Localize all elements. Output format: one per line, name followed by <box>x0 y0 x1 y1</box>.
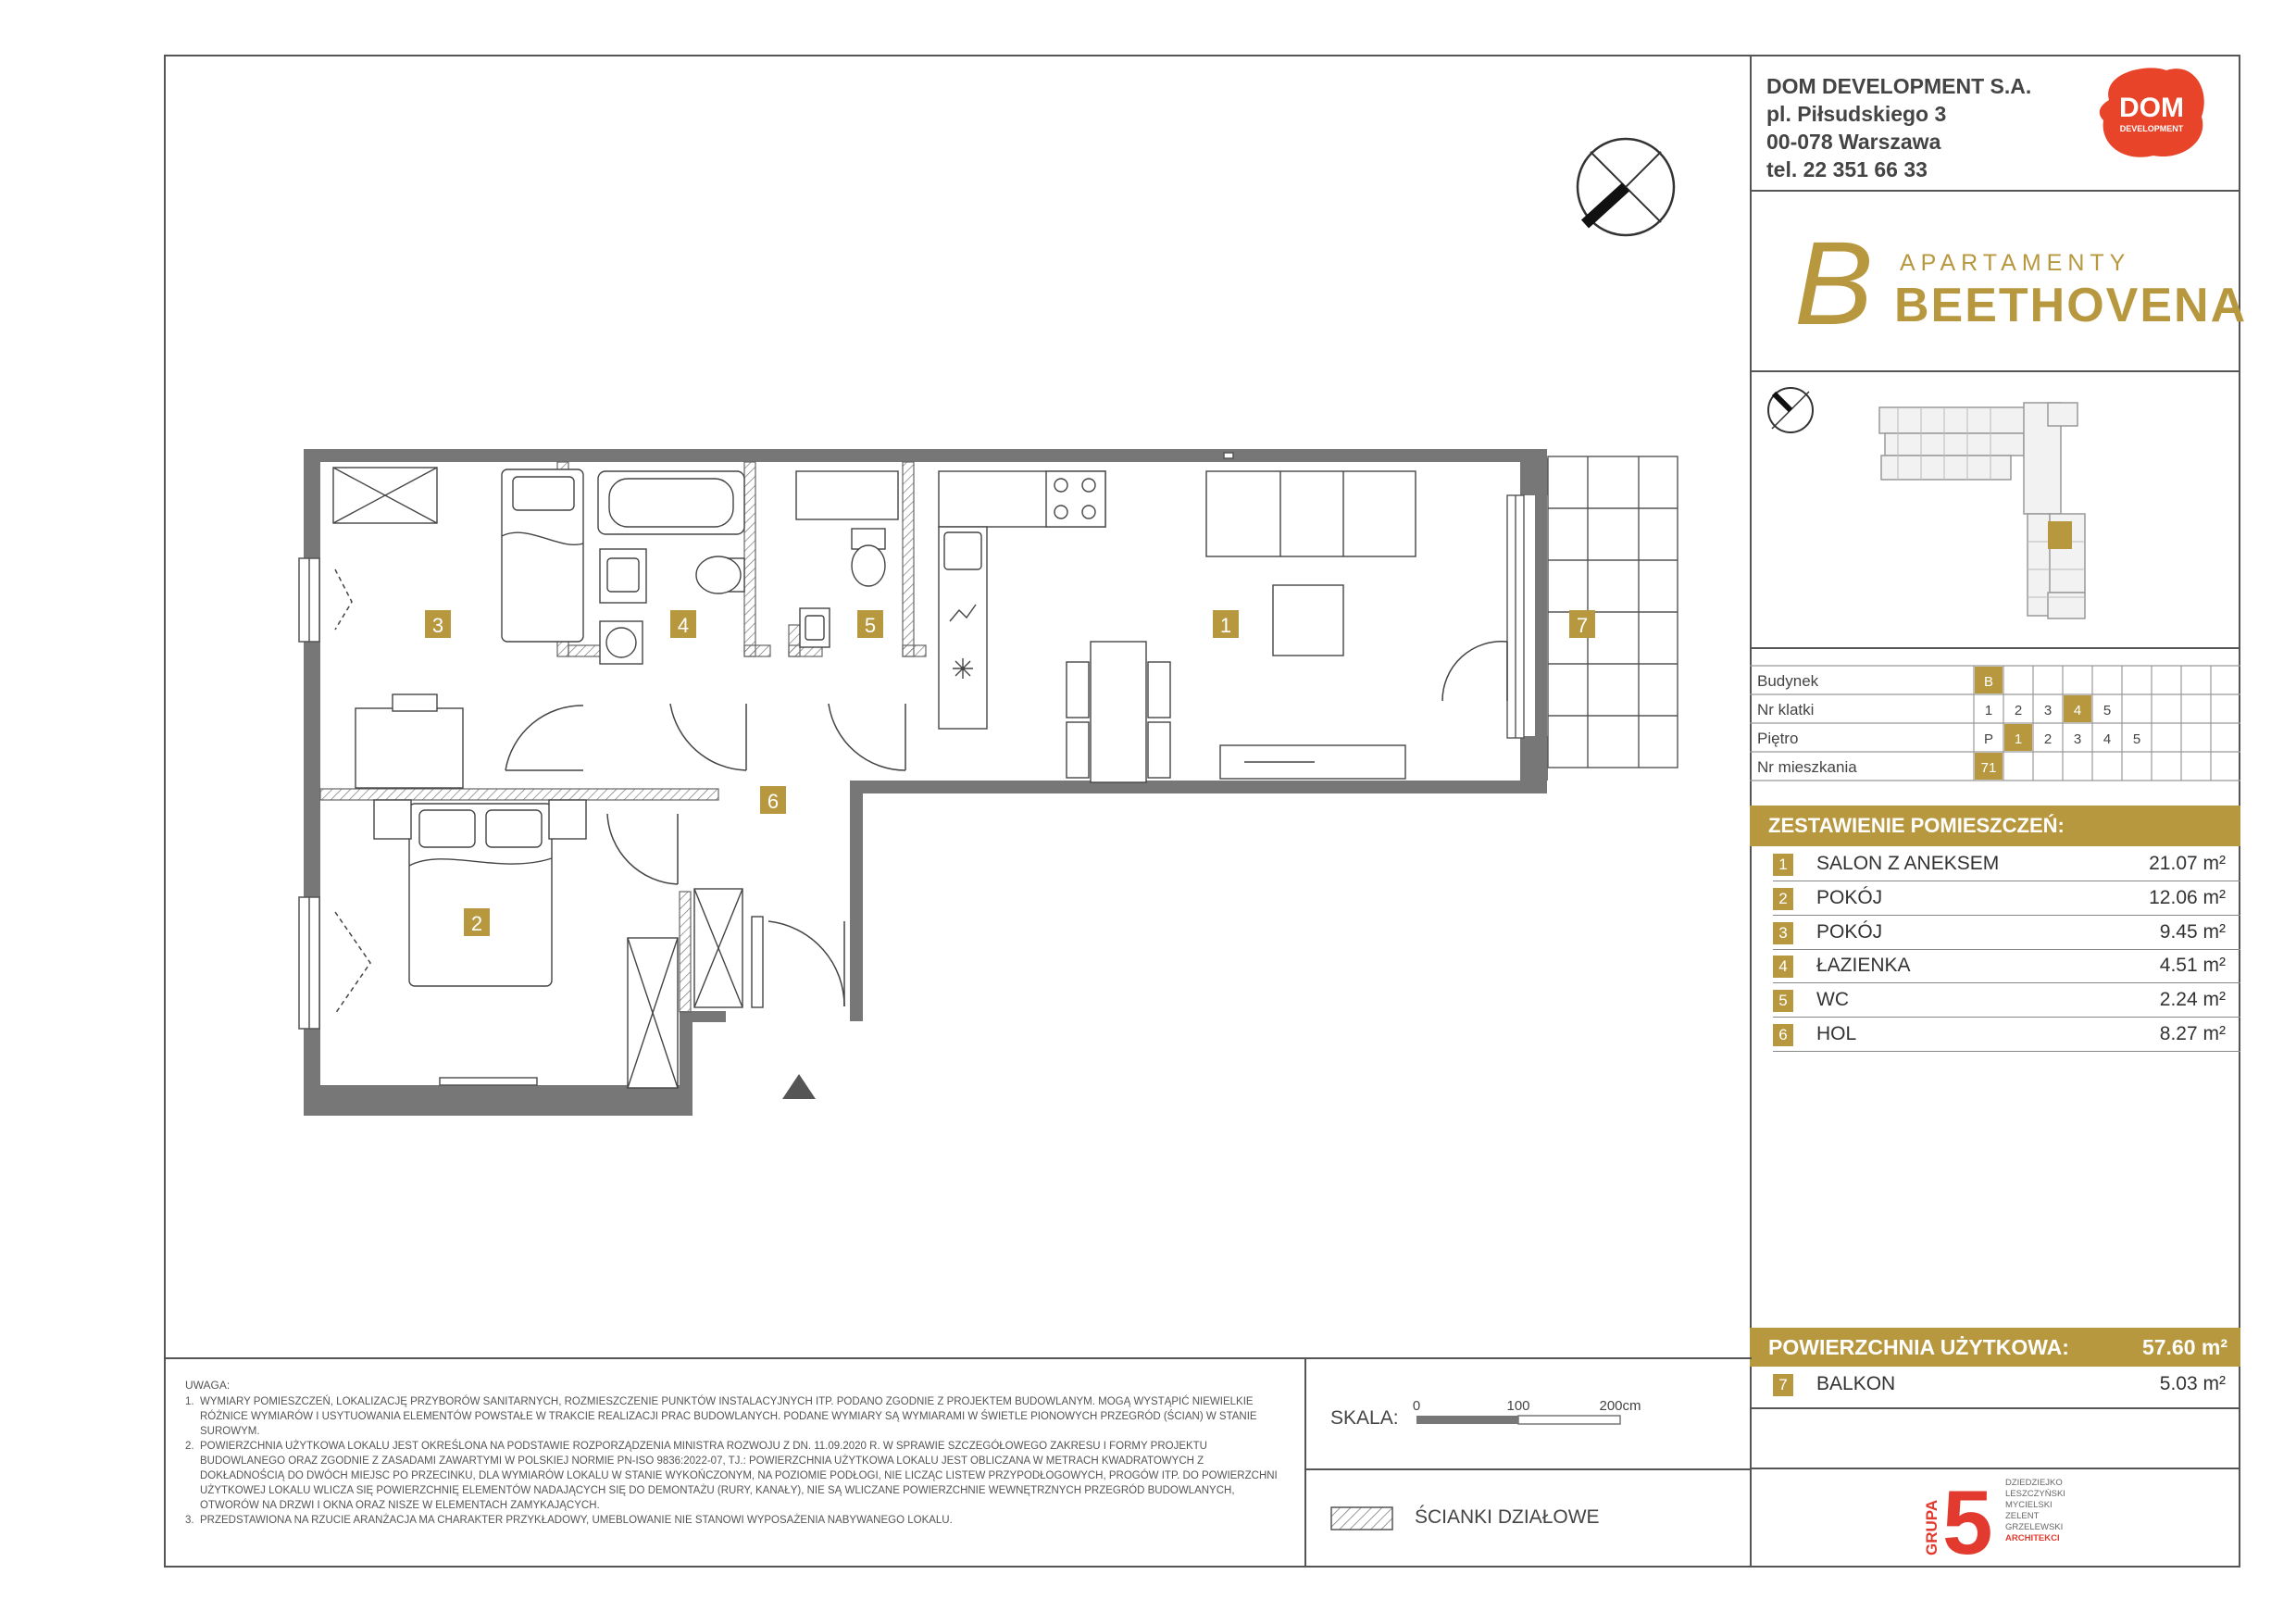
north-arrow-icon <box>1572 133 1679 241</box>
svg-text:7: 7 <box>1576 614 1589 637</box>
room-name: WC <box>1816 989 1849 1011</box>
note-item: 3. PRZEDSTAWIONA NA RZUCIE ARANŻACJA MA CHARAKTER PRZYKŁADOWY, UMEBLOWANIE NIE STANOWI WYPOSAŻENIA NABYWANEGO LOKALU. <box>185 1515 953 1526</box>
divider <box>1750 1468 2240 1469</box>
architect-vertical-text: GRUPA <box>1923 1499 1940 1555</box>
svg-text:2: 2 <box>470 912 483 935</box>
note-item: 1. WYMIARY POMIESZCZEŃ, LOKALIZACJĘ PRZYBORÓW SANITARNYCH, ROZMIESZCZENIE PUNKTÓW INSTALACYJNYCH ITP. PODANO ZGODNIE Z PROJEKTEM BUDOWLANYM. MOGĄ WYSTĄPIĆ NIEWIELKIE RÓŻNICE WYMIARÓW I USYTUOWANIA ELEMENTÓW POWSTAŁE W TRAKCIE REALIZACJI PRAC BUDOWLANYCH. PODANE WYMIARY SĄ WYMIARAMI W ŚWIETLE PIONOWYCH PRZEGRÓD (ŚCIAN) W STANIE SUROWYM. <box>185 1396 1257 1437</box>
room-row <box>1750 848 2240 881</box>
room-row <box>1750 1018 2240 1052</box>
divider <box>1750 1407 2240 1409</box>
architect-line: GRZELEWSKI <box>2005 1522 2064 1532</box>
architect-line: MYCIELSKI <box>2005 1500 2053 1510</box>
key-plan <box>1759 375 2240 643</box>
key-plan-building <box>1879 403 2085 618</box>
company-street: pl. Piłsudskiego 3 <box>1766 102 1947 126</box>
divider <box>164 1357 1752 1359</box>
room-area: 9.45 m² <box>2159 920 2226 943</box>
scale-bar <box>1407 1395 1641 1436</box>
divider <box>1304 1357 1306 1568</box>
svg-text:DZIEDZIEJKOLESZCZYŃSKIMYCIELSK <box>2005 1478 2065 1543</box>
row-divider <box>1773 1051 2240 1052</box>
floor-plan <box>296 440 1685 1125</box>
room-label <box>464 908 490 936</box>
room-name: POKÓJ <box>1816 920 1883 943</box>
divider <box>1750 647 2240 649</box>
room-area: 4.51 m² <box>2159 955 2226 977</box>
locator-cell: 2 <box>2014 703 2023 718</box>
room-num: 3 <box>1773 922 1793 944</box>
room-name: ŁAZIENKA <box>1816 955 1911 977</box>
note-item: 2. POWIERZCHNIA UŻYTKOWA LOKALU JEST OKREŚLONA NA PODSTAWIE ROZPORZĄDZENIA MINISTRA ROZWOJU Z DN. 11.09.2020 R. W SPRAWIE SZCZEGÓŁOWEGO ZAKRESU I FORMY PROJEKTU BUDOWLANEGO ORAZ ZGODNIE Z ZASADAMI ZAWARTYMI W POLSKIEJ NORMIE PN-ISO 9836:2022-07, TJ.: POWIERZCHNIA UŻYTKOWA LOKALU JEST OBLICZANA W METRACH KWADRATOWYCH Z DOKŁADNOŚCIĄ DO DWÓCH MIEJSC PO PRZECINKU, DLA WYMIARÓW LOKALU W STANIE WYKOŃCZONYM, NA POZIOMIE PODŁOGI, NIE LICZĄC LISTEW PRZYPODŁOGOWYCH, PROGÓW ITP. DO POWIERZCHNI UŻYTKOWEJ LOKALU WLICZA SIĘ POWIERZCHNIĘ ELEMENTÓW NADAJĄCYCH SIĘ DO DEMONTAŻU (RURY, KANAŁY), NIE SĄ WLICZANE POWIERZCHNIE WEWNĘTRZNYCH PRZEGRÓD BUDOWLANYCH, OTWORÓW NA DRZWI I OKNA ORAZ NISZE W ELEMENTACH ZAMYKAJĄCYCH. <box>185 1441 1278 1511</box>
room-row <box>1750 917 2240 950</box>
total-area-bar <box>1750 1328 2240 1367</box>
entrance-marker-icon <box>782 1074 816 1099</box>
locator-label: Piętro <box>1757 730 1799 747</box>
project-line1: APARTAMENTY <box>1900 250 2131 276</box>
architect-line: DZIEDZIEJKO <box>2005 1478 2063 1488</box>
locator-cell: 5 <box>2103 703 2112 718</box>
partition-wall-legend-icon <box>1330 1506 1395 1532</box>
room-row <box>1750 882 2240 916</box>
total-area-label: POWIERZCHNIA UŻYTKOWA: <box>1768 1335 2069 1359</box>
locator-cell: 2 <box>2043 731 2053 747</box>
logo-bottom-text: DEVELOPMENT <box>2119 124 2184 133</box>
locator-cell: 4 <box>2073 703 2082 718</box>
room-row <box>1750 950 2240 983</box>
total-area-value: 57.60 m² <box>2141 1335 2227 1359</box>
locator-cell: 3 <box>2043 703 2053 718</box>
company-name: DOM DEVELOPMENT S.A. <box>1766 74 2032 98</box>
scale-tick-100: 100 <box>1506 1398 1530 1414</box>
room-name: SALON Z ANEKSEM <box>1816 853 2000 874</box>
notes-title: UWAGA: <box>185 1379 231 1392</box>
room-label <box>1569 610 1595 638</box>
locator-label: Budynek <box>1757 672 1819 690</box>
room-label <box>760 786 786 814</box>
locator-cell: P <box>1983 731 1994 747</box>
locator-cell: 5 <box>2132 731 2141 747</box>
dom-development-logo <box>2092 63 2213 165</box>
room-num: 1 <box>1773 854 1793 876</box>
room-area: 12.06 m² <box>2149 886 2226 908</box>
project-line2: BEETHOVENA <box>1894 279 2248 332</box>
balcony-name: BALKON <box>1816 1373 1896 1394</box>
legend-label: ŚCIANKI DZIAŁOWE <box>1415 1506 1600 1528</box>
notes <box>185 1378 1289 1528</box>
balcony-row <box>1750 1368 2240 1402</box>
room-num: 4 <box>1773 956 1793 978</box>
company-address <box>1766 72 2031 183</box>
locator-cell: 71 <box>1980 760 1997 776</box>
svg-text:6: 6 <box>767 790 780 813</box>
divider <box>1750 190 2240 192</box>
locator-table <box>1750 666 2240 786</box>
room-num: 5 <box>1773 990 1793 1012</box>
room-row <box>1750 984 2240 1018</box>
room-num: 6 <box>1773 1024 1793 1046</box>
divider <box>1304 1468 1750 1470</box>
architect-line: LESZCZYŃSKI <box>2005 1489 2065 1499</box>
svg-text:5: 5 <box>864 614 877 637</box>
room-label <box>670 610 696 638</box>
project-monogram: B <box>1794 218 1874 350</box>
architect-logo <box>1916 1471 2102 1573</box>
room-area: 21.07 m² <box>2149 853 2226 874</box>
svg-text:3: 3 <box>431 614 444 637</box>
svg-text:1: 1 <box>1219 614 1232 637</box>
key-plan-highlight <box>2048 521 2072 549</box>
company-city: 00-078 Warszawa <box>1766 130 1941 154</box>
architect-line: ARCHITEKCI <box>2005 1533 2060 1543</box>
room-label <box>425 610 451 638</box>
locator-label: Nr mieszkania <box>1757 758 1857 776</box>
architect-line: ZELENT <box>2005 1511 2040 1521</box>
scale-label: SKALA: <box>1330 1407 1399 1429</box>
locator-cell: B <box>1983 674 1994 690</box>
architect-digit: 5 <box>1942 1471 1993 1573</box>
locator-cell: 3 <box>2073 731 2082 747</box>
room-label <box>857 610 883 638</box>
room-label <box>1213 610 1239 638</box>
locator-label: Nr klatki <box>1757 701 1815 718</box>
rooms-header: ZESTAWIENIE POMIESZCZEŃ: <box>1750 806 2240 846</box>
locator-cell: 1 <box>2014 731 2023 747</box>
balcony-num: 7 <box>1773 1374 1793 1396</box>
company-phone: tel. 22 351 66 33 <box>1766 157 1928 181</box>
scale-tick-200: 200cm <box>1599 1398 1641 1414</box>
room-area: 2.24 m² <box>2159 989 2226 1011</box>
room-name: HOL <box>1816 1023 1857 1044</box>
divider <box>1750 370 2240 372</box>
room-name: POKÓJ <box>1816 886 1883 908</box>
locator-cell: 4 <box>2103 731 2112 747</box>
balcony-area: 5.03 m² <box>2159 1373 2226 1394</box>
furniture <box>333 468 1416 1088</box>
logo-top-text: DOM <box>2119 93 2184 123</box>
room-num: 2 <box>1773 888 1793 910</box>
locator-cell: 1 <box>1984 703 1993 718</box>
scale-tick-0: 0 <box>1412 1398 1421 1414</box>
svg-text:4: 4 <box>677 614 690 637</box>
key-plan-north-arrow-icon <box>1768 388 1813 432</box>
room-area: 8.27 m² <box>2159 1023 2226 1044</box>
project-logo <box>1787 208 2248 350</box>
